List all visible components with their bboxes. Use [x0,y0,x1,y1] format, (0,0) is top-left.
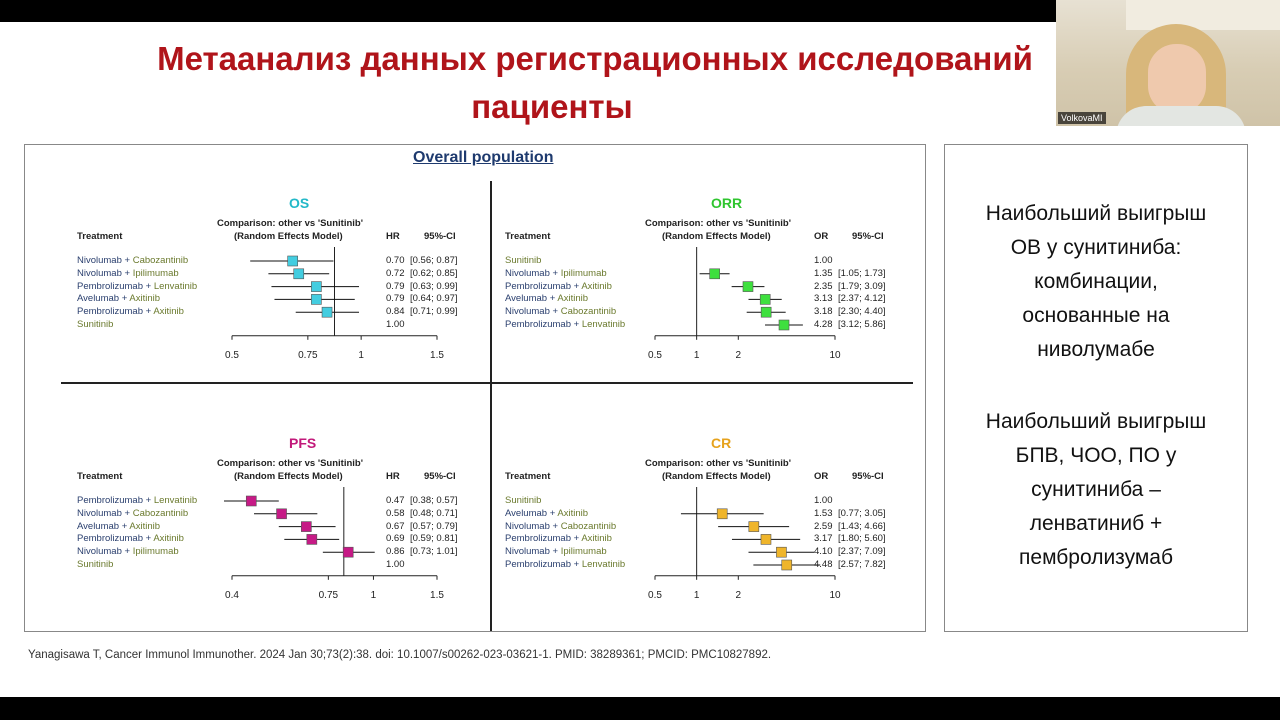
ci-value: [2.37; 7.09] [838,546,886,558]
bookshelf [1126,0,1280,30]
estimate-marker [246,496,256,506]
forest-plot-figure [24,144,926,632]
summary-block-2 [945,405,1247,575]
slide-title-line1: Метаанализ данных регистрационных исследований [157,40,1033,77]
tick-label: 10 [829,349,841,361]
drug-name: Avelumab [77,293,120,305]
drug-name: Axitinib [153,306,184,318]
panel-title: CR [711,435,732,451]
estimate-value: 0.69 [386,533,405,545]
estimate-marker [307,534,317,544]
comparison-label: Comparison: other vs 'Sunitinib' [217,218,363,229]
drug-name: Avelumab [505,507,548,519]
tick-label: 1 [370,589,377,601]
summary-line: основанные на [1022,304,1170,327]
plus-sign: + [549,520,561,532]
estimate-marker [301,522,311,532]
plus-sign: + [143,306,154,318]
forest-plot-svg [77,195,517,395]
drug-name: Sunitinib [505,255,542,266]
ci-value: [0.63; 0.99] [410,280,458,292]
tick-label: 0.5 [225,349,239,361]
drug-name: Pembrolizumab [505,319,571,330]
ci-header: 95%-CI [424,471,456,482]
ci-value: [3.12; 5.86] [838,319,886,330]
forest-plot-svg [505,195,945,395]
stat-header: OR [814,231,829,242]
estimate-marker [294,269,304,279]
panel-title: OS [289,195,310,211]
plus-sign: + [547,507,558,519]
estimate-value: 2.35 [814,280,833,292]
participant-face [1148,44,1206,114]
forest-plot-svg [505,435,945,635]
estimate-value: 3.13 [814,293,833,305]
plus-sign: + [571,280,582,292]
ci-value: [0.57; 0.79] [410,520,458,532]
plus-sign: + [571,533,582,545]
estimate-marker [760,294,770,304]
figure-title: Overall population [413,149,554,166]
estimate-value: 0.72 [386,267,405,279]
ci-value: [1.79; 3.09] [838,280,886,292]
drug-name: Cabozantinib [132,507,189,519]
drug-name: Lenvatinib [581,319,626,330]
treatment-header: Treatment [77,471,123,482]
estimate-marker [782,560,792,570]
estimate-value: 4.48 [814,559,833,570]
forest-panel-os [77,195,517,415]
plus-sign: + [571,319,582,330]
estimate-marker [743,282,753,292]
estimate-marker [343,547,353,557]
summary-line: пембролизумаб [1019,546,1173,569]
plus-sign: + [143,533,154,545]
panel-title: ORR [711,195,743,211]
drug-name: Avelumab [505,293,548,305]
summary-line: ленватиниб + [1029,512,1163,535]
plus-sign: + [121,507,133,519]
summary-line: Наибольший выигрыш [985,202,1207,225]
drug-name: Axitinib [129,293,161,305]
drug-name: Axitinib [153,533,184,545]
ci-value: [0.38; 0.57] [410,495,458,506]
drug-name: Pembrolizumab [77,280,143,292]
stat-header: OR [814,471,829,482]
drug-name: Lenvatinib [153,495,198,506]
drug-name: Axitinib [581,533,612,545]
tick-label: 1.5 [430,589,444,601]
estimate-value: 0.47 [386,495,405,506]
drug-name: Nivolumab [77,546,122,558]
estimate-marker [277,509,287,519]
plus-sign: + [143,495,154,506]
ci-value: [0.77; 3.05] [838,507,886,519]
plus-sign: + [143,280,154,292]
ci-value: [1.05; 1.73] [838,267,886,279]
ci-value: [0.59; 0.81] [410,533,458,545]
drug-name: Nivolumab [77,255,122,266]
estimate-value: 3.18 [814,306,833,318]
tick-label: 2 [735,589,742,601]
tick-label: 1 [693,349,700,361]
estimate-marker [322,307,332,317]
drug-name: Cabozantinib [560,306,617,318]
summary-line: ниволумабе [1037,338,1155,361]
estimate-value: 1.00 [814,495,833,506]
model-label: (Random Effects Model) [234,231,343,242]
model-label: (Random Effects Model) [662,471,771,482]
summary-line: сунитиниба – [1031,478,1161,501]
plus-sign: + [121,255,133,266]
tick-label: 2 [735,349,742,361]
ci-value: [0.48; 0.71] [410,507,458,519]
ci-value: [0.62; 0.85] [410,267,458,279]
tick-label: 1 [693,589,700,601]
estimate-marker [776,547,786,557]
drug-name: Axitinib [557,293,589,305]
participant-shirt [1116,106,1246,126]
drug-name: Lenvatinib [153,280,198,292]
estimate-value: 1.00 [386,319,405,330]
estimate-marker [717,509,727,519]
drug-name: Nivolumab [505,520,550,532]
tick-label: 0.5 [648,349,662,361]
comparison-label: Comparison: other vs 'Sunitinib' [645,218,791,229]
drug-name: Lenvatinib [581,559,626,570]
drug-name: Pembrolizumab [505,559,571,570]
ci-value: [2.37; 4.12] [838,293,886,305]
citation: Yanagisawa T, Cancer Immunol Immunother. 2024 Jan 30;73(2):38. doi: 10.1007/s00262-023-03621-1. PMID: 38289361; PMCID: PMC10827892. [28,649,772,661]
drug-name: Pembrolizumab [77,533,143,545]
tick-label: 10 [829,589,841,601]
stat-header: HR [386,231,400,242]
drug-name: Axitinib [557,507,589,519]
plus-sign: + [549,267,561,279]
estimate-value: 1.35 [814,267,833,279]
drug-name: Sunitinib [77,319,114,330]
drug-name: Nivolumab [505,267,550,279]
forest-panel-orr [505,195,945,415]
plus-sign: + [547,293,558,305]
summary-line: Наибольший выигрыш [985,410,1207,433]
estimate-value: 0.58 [386,507,405,519]
estimate-marker [749,522,759,532]
estimate-value: 4.10 [814,546,833,558]
tick-label: 1.5 [430,349,444,361]
drug-name: Pembrolizumab [77,495,143,506]
estimate-marker [311,282,321,292]
summary-box [944,144,1248,632]
estimate-value: 0.70 [386,255,405,266]
drug-name: Nivolumab [77,267,122,279]
drug-name: Cabozantinib [560,520,617,532]
estimate-value: 0.84 [386,306,405,318]
estimate-value: 3.17 [814,533,833,545]
estimate-value: 1.53 [814,507,833,519]
forest-panel-cr [505,435,945,655]
summary-block-1 [945,197,1247,367]
participant-video-tile[interactable] [1056,0,1280,126]
ci-value: [0.56; 0.87] [410,255,458,266]
estimate-marker [761,534,771,544]
stat-header: HR [386,471,400,482]
drug-name: Ipilimumab [560,267,607,279]
ci-value: [0.64; 0.97] [410,293,458,305]
drug-name: Cabozantinib [132,255,189,266]
drug-name: Pembrolizumab [77,306,143,318]
estimate-value: 0.79 [386,280,405,292]
estimate-marker [311,294,321,304]
ci-header: 95%-CI [424,231,456,242]
ci-value: [0.73; 1.01] [410,546,458,558]
plus-sign: + [121,546,133,558]
estimate-value: 1.00 [386,559,405,570]
summary-line: БПВ, ЧОО, ПО у [1015,444,1177,467]
tick-label: 0.4 [225,589,239,601]
estimate-value: 0.79 [386,293,405,305]
drug-name: Ipilimumab [132,267,179,279]
panel-title: PFS [289,435,317,451]
tick-label: 0.75 [318,589,339,601]
participant-name-label: VolkovaMI [1058,112,1106,124]
ci-value: [1.43; 4.66] [838,520,886,532]
ci-header: 95%-CI [852,231,884,242]
tick-label: 0.5 [648,589,662,601]
treatment-header: Treatment [505,231,551,242]
drug-name: Sunitinib [77,559,114,570]
slide-title-line2: пациенты [471,88,633,125]
estimate-marker [761,307,771,317]
drug-name: Pembrolizumab [505,280,571,292]
treatment-header: Treatment [505,471,551,482]
estimate-marker [779,320,789,330]
drug-name: Nivolumab [505,546,550,558]
ci-header: 95%-CI [852,471,884,482]
ci-value: [0.71; 0.99] [410,306,458,318]
plus-sign: + [121,267,133,279]
ci-value: [2.30; 4.40] [838,306,886,318]
comparison-label: Comparison: other vs 'Sunitinib' [217,458,363,469]
summary-line: комбинации, [1034,270,1158,293]
ci-value: [1.80; 5.60] [838,533,886,545]
comparison-label: Comparison: other vs 'Sunitinib' [645,458,791,469]
tick-label: 1 [358,349,364,361]
plus-sign: + [549,546,561,558]
drug-name: Avelumab [77,520,120,532]
tick-label: 0.75 [298,349,318,361]
drug-name: Axitinib [129,520,161,532]
treatment-header: Treatment [77,231,123,242]
drug-name: Ipilimumab [132,546,179,558]
estimate-value: 1.00 [814,255,833,266]
drug-name: Nivolumab [77,507,122,519]
summary-line: ОВ у сунитиниба: [1010,236,1182,259]
model-label: (Random Effects Model) [234,471,343,482]
forest-plot-svg [77,435,517,635]
estimate-marker [288,256,298,266]
plus-sign: + [119,520,130,532]
plus-sign: + [571,559,582,570]
model-label: (Random Effects Model) [662,231,771,242]
ci-value: [2.57; 7.82] [838,559,886,570]
plus-sign: + [549,306,561,318]
plus-sign: + [119,293,130,305]
estimate-value: 0.86 [386,546,405,558]
drug-name: Axitinib [581,280,612,292]
drug-name: Pembrolizumab [505,533,571,545]
drug-name: Ipilimumab [560,546,607,558]
estimate-marker [710,269,720,279]
forest-panel-pfs [77,435,517,655]
drug-name: Nivolumab [505,306,550,318]
drug-name: Sunitinib [505,495,542,506]
estimate-value: 0.67 [386,520,405,532]
estimate-value: 2.59 [814,520,833,532]
estimate-value: 4.28 [814,319,833,330]
